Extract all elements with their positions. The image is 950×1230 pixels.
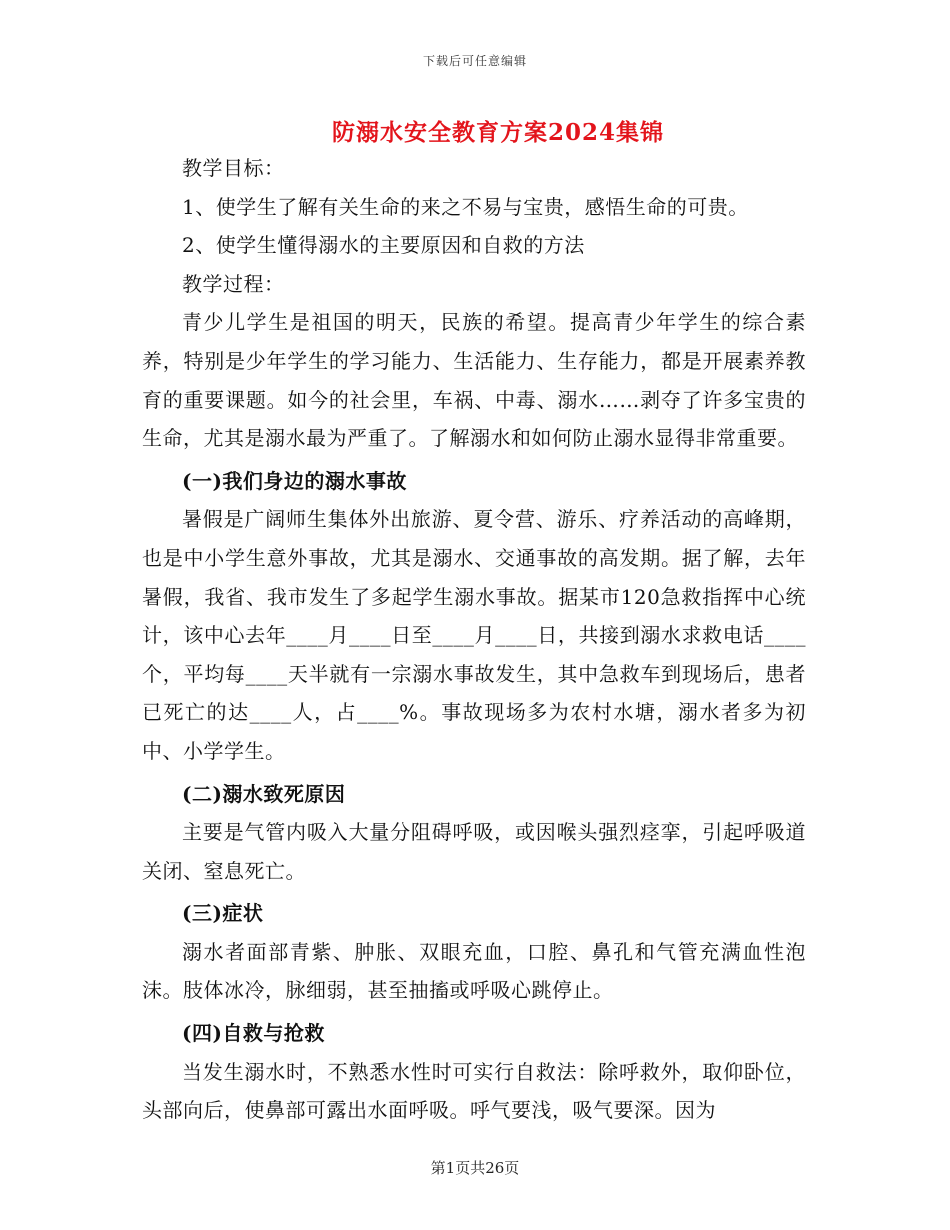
paragraph-teaching-goal-label: 教学目标： [182, 156, 285, 180]
section-heading-2: (二)溺水致死原因 [182, 781, 346, 806]
paragraph-intro: 青少儿学生是祖国的明天，民族的希望。提高青少年学生的综合素养，特别是少年学生的学习能力、生活能力、生存能力，都是开展素养教育的重要课题。如今的社会里，车祸、中毒、溺水……剥夺了许多宝贵的生命，尤其是溺水最为严重了。了解溺水和如何防止溺水显得非常重要。 [142, 310, 806, 451]
page-footer: 第1页共26页 [430, 1159, 520, 1177]
paragraph-self-rescue: 当发生溺水时，不熟悉水性时可实行自救法：除呼救外，取仰卧位，头部向后，使鼻部可露出水面呼吸。呼气要浅，吸气要深。因为 [142, 1059, 806, 1123]
document-body [142, 149, 806, 1130]
section-heading-1: (一)我们身边的溺水事故 [182, 468, 407, 493]
paragraph-causes: 主要是气管内吸入大量分阻碍呼吸，或因喉头强烈痉挛，引起呼吸道关闭、窒息死亡。 [142, 820, 806, 883]
paragraph-teaching-process-label: 教学过程： [182, 271, 285, 296]
paragraph-symptoms: 溺水者面部青紫、肿胀、双眼充血，口腔、鼻孔和气管充满血性泡沫。肢体冰冷，脉细弱，甚至抽搐或呼吸心跳停止。 [142, 939, 806, 1003]
section-heading-4: (四)自救与抢救 [182, 1021, 325, 1046]
paragraph-goal-1: 1、使学生了解有关生命的来之不易与宝贵，感悟生命的可贵。 [182, 194, 749, 219]
paragraph-accidents: 暑假是广阔师生集体外出旅游、夏令营、游乐、疗养活动的高峰期，也是中小学生意外事故，尤其是溺水、交通事故的高发期。据了解，去年暑假，我省、我市发生了多起学生溺水事故。据某市120急救指挥中心统计，该中心去年____月____日至____月____日，共接到溺水求救电话____个，平均每____天半就有一宗溺水事故发生，其中急救车到现场后，患者已死亡的达____人，占____%。事故现场多为农村水塘，溺水者多为初中、小学学生。 [142, 507, 806, 763]
header-note: 下载后可任意编辑 [422, 54, 527, 68]
paragraph-goal-2: 2、使学生懂得溺水的主要原因和自救的方法 [182, 233, 585, 258]
document-title: 防溺水安全教育方案2024集锦 [331, 119, 664, 146]
section-heading-3: (三)症状 [182, 901, 264, 926]
